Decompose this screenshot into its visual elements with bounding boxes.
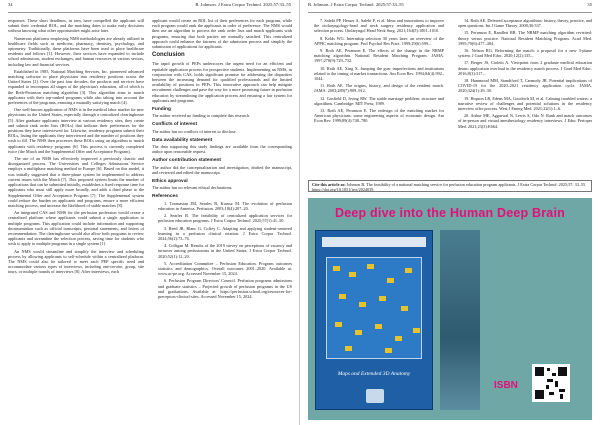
reference-item: 18. Hammoud MM, Standiford T, Carmody JB. Potential implications of COVID-19 for the 2020–2021 residency application cycle. JAMA. 2020;324(1):29–30.	[458, 78, 592, 94]
data-availability-heading: Data availability statement	[152, 137, 213, 143]
map-cell	[339, 294, 346, 299]
reference-item: 5. Accreditation Committee – Perfusion Education. Program outcomes statistics and demographics. Overall outcomes 2001–2020. Available at: www.ac-pe.org. Accessed November 15, 2024.	[158, 260, 292, 277]
reference-item: 14. Roth AE. Deferred acceptance algorithms: history, theory, practice, and open questions. Int J Game Theory. 2008;36:537.	[458, 18, 592, 29]
data-availability-text: The data supporting this study findings are available from the corresponding author upon reasonable request.	[152, 144, 292, 155]
book-caption: Maps and Extended 3D Anatomy	[337, 371, 411, 377]
paragraph: responses. These short deadlines, in turn, have compelled the applicant will submit their credential ROL, and the matching dates to make early decisions without knowing what other opportunities might arise later.	[8, 18, 144, 34]
book-spine-image	[440, 230, 480, 410]
page-number: 35	[587, 2, 592, 7]
map-cell	[395, 336, 402, 341]
cite-label: Cite this article as:	[312, 181, 346, 187]
reference-item: 11. Roth AE. The origins, history, and design of the resident match. JAMA. 2003;289(7):909–912.	[314, 83, 444, 94]
reference-item: 15. Peranson E, Randlett RR. The NRMP matching algorithm revisited: theory versus practice. National Resident Matching Program. Acad Med. 1995;70(6):477–484.	[458, 30, 592, 46]
reference-item: 13. Roth AE, Peranson E. The redesign of the matching market for American physicians: some engineering aspects of economic design. Am Econ Rev. 1999;89(4):748–780.	[314, 108, 444, 124]
right-column-1	[308, 18, 444, 178]
book-cover-header	[322, 237, 426, 247]
reference-item: 10. Roth AE, Xing X. Jumping the gun: imperfections and institutions related to the timing of market transactions. Am Econ Rev. 1994;84(4):992–1044.	[314, 65, 444, 82]
paragraph: One well-known application of NMS is in the medical labor market for new physicians in the United States, especially through a centralized clearinghouse [5]. After graduate applicants interview at various residency sites, they create and submit rank order lists (ROLs) that indicate their preferences for the positions they have interviewed for. Likewise, residency programs submit their ROLs, listing the applicants they interviewed and the number of positions they wish to fill. The NMS then processes these ROLs using an algorithm to match applicants with residency programs [6]. This process is currently completed twice (the Match and the Supplemental Offer and Acceptance Program).	[8, 107, 144, 154]
conflicts-heading: Conflicts of interest	[152, 122, 198, 128]
paragraph: Established in 1985, National Matching Services, Inc. pioneered advanced matching software to place physicians into residency positions across the United States [2]. Over the past four decades, the products and services have expanded to encompass all stages of the physician's education, all of which is the Roth-Peranson matching algorithm [3]. This algorithm aims to match applicants with their top-ranked programs while also taking into account the preferences of the programs, ensuring a mutually satisfying match [4].	[8, 68, 144, 106]
page-number: 34	[8, 2, 13, 7]
book-advertisement[interactable]	[308, 198, 592, 420]
map-cell	[355, 330, 362, 335]
paragraph: An NMS would streamline and simplify the interview and scheduling process by allowing applicants to self-schedule within a centralized platform. The NMS could also be tailored to meet each PEP specific need and accommodate various types of interviews, including one-on-one, group, site tours, or multiple rounds of interviews [8]. After interviews, each	[8, 248, 144, 275]
reference-item: 3. Reed JR, Blanc G, Coffey C. Adapting and applying student-centered learning in a perfusion clinical rotation. J Extra Corpor Technol. 2024;56(2):73–76.	[158, 225, 292, 241]
isbn-label: ISBN	[494, 380, 518, 391]
running-title: B. Johnson. J Extra Corpor Technol. 2025;57:33–55	[195, 2, 291, 7]
left-column-2	[152, 18, 292, 420]
conflicts-text: The author has no conflicts of interest to disclose.	[152, 128, 237, 134]
running-head-right	[308, 2, 592, 13]
left-column-1	[8, 18, 144, 420]
reference-item: 4. Colligan M. Results of the 2019 survey on perceptions of vacancy and turnover among perfusionists in the United States. J Extra Corpor Technol. 2020;52(1):12–20.	[158, 243, 292, 259]
reference-item: 9. Roth AE, Peranson E. The effects of the change in the NRMP matching algorithm. National Resident Matching Program. JAMA. 1997;278(9):729–732.	[314, 48, 444, 64]
right-page	[300, 0, 600, 425]
references-heading: References	[152, 194, 178, 200]
author-contribution-heading: Author contribution statement	[152, 158, 222, 164]
reference-item: 17. Berger JS, Cioletti A. Viewpoint from 2 graduate medical education deans: application overload in the residency match process. J Grad Med Educ. 2016;8(3):317–.	[458, 60, 592, 76]
map-cell	[379, 296, 386, 301]
qr-code-icon[interactable]	[532, 364, 570, 402]
funding-text: The author received no funding to complete this research.	[152, 113, 251, 119]
author-contribution-text: The author did the conceptualization and investigation, drafted the manuscript, and reviewed and edited the manuscript.	[152, 164, 292, 175]
citation-box	[308, 180, 592, 192]
map-cell	[349, 272, 356, 277]
ethics-text: The author has no relevant ethical declarations.	[152, 185, 233, 191]
paragraph: The use of an NMS has effectively improved a previously chaotic and disorganized process. The Universities and Colleges Admissions Service employs a multiphase matching method in Europe [6]. Based on this model, it was initially suggested that a three-phase system be implemented to address current issues with the Match [7]. This proposed system limits the number of applications that can be submitted initially, establishes a fixed response time for applicants who must still apply more broadly, and adds a third phase to the Supplemental Offer and Acceptance Program [7]. The Supplemental system could reduce the burden on applicants and programs, ensure a more efficient matching process, and increase the likelihood of stable matches [8].	[8, 156, 144, 208]
cite-text[interactable]: Johnson B. The feasibility of a national matching service for perfusion education program applicants. J Extra Corpor Technol. 2025;57: 33–55. https://doi.org/10.1051/ject/2024039.	[312, 181, 587, 192]
funding-heading: Funding	[152, 107, 171, 113]
map-cell	[333, 266, 340, 271]
brain-map-image	[326, 257, 422, 359]
map-cell	[413, 328, 420, 333]
paragraph: An integrated CAS and NMS for the perfusion profession would create a centralized platform where applicants could submit a single application to multiple programs. This application could include information and supporting documentation such as official transcripts, personal statements, and letters of recommendation. The clearinghouse would also allow both programs to review applicants and streamline the selection process, saving time for students who wish to apply to multiple programs in a single system [1].	[8, 210, 144, 247]
right-column-2	[452, 18, 592, 178]
book-cover-image	[315, 230, 433, 410]
map-cell	[335, 322, 342, 327]
conclusion-heading: Conclusion	[152, 52, 185, 59]
reference-item: 6. Perfusion Program Directors' Council. Perfusion programs admissions and graduate statistics – Projected growth of perfusion programs in the US and graduations. Available at: https://perfusion.school.org/resources-for-preceptors-clinical-sites. Accessed November 15, 2024.	[158, 278, 292, 299]
reference-item: 2. Searles B. The feasibility of centralized application services for perfusion education programs. J Extra Corpor Technol. 2025;57(1):41–50.	[158, 213, 292, 224]
map-cell	[405, 268, 412, 273]
map-cell	[359, 302, 366, 307]
reference-item: 20. Arthur ME, Aggarwal N, Lewis S, Odo N. Rank and match outcomes of in-person and virtual anesthesiology residency interviews. J Educ Perioper Med. 2021;23(3):E664.	[458, 113, 592, 129]
conclusion-text: The rapid growth of PEPs underscores the urgent need for an efficient and equitable application process for prospective students. Implementing an NMS, in conjunction with CAS, holds significant promise for addressing the disparities between the increasing demand for qualified professionals and the limited availability of positions in PEPs. This innovative approach can help mitigate recruitment challenges and pave the way for a more promising future in perfusion education by streamlining the application process and ensuring a fair system for applicants and programs.	[152, 61, 292, 103]
ad-title: Deep dive into the Human Deep Brain	[335, 206, 565, 220]
map-cell	[385, 348, 392, 353]
map-cell	[345, 346, 352, 351]
running-title: B. Johnson. J Extra Corpor Technol. 2025;57:33–55	[308, 2, 404, 7]
reference-item: 8. Kelds WG. Internship selection 30 years later: an overview of the APPIC matching program. Prof Psychol Res Pract. 1999;29(6):599–.	[314, 35, 444, 46]
publisher-logo	[366, 389, 384, 403]
reference-item: 1. Toomasian JM, Searles B, Kurusz M. The evolution of perfusion education in America. Perfusion. 2003;18(4):207–20.	[158, 200, 292, 211]
map-cell	[375, 324, 382, 329]
reference-item: 12. Gusfield D, Irving RW. The stable marriage problem: structure and algorithms. Cambridge: MIT Press; 1989.	[314, 95, 444, 106]
map-cell	[367, 264, 374, 269]
reference-item: 16. Nelson RG. Reforming the match: a proposal for a new 3-phase system. J Grad Med Educ. 2020;12(2):135–.	[458, 48, 592, 59]
reference-item: 7. Salebi PP, Hesser A, Salebi P, et al. Ideas and innovations to improve the otolaryngology-head and neck surgery residency application and selection process. Otolaryngol Head Neck Surg. 2021;164(5):1001–1010.	[314, 18, 444, 34]
paragraph: applicant would create an ROL list of their preferences for each program, while each program would rank the applicants in order of preference. The NMS would then use an algorithm to process the rank order lists and match applicants with programs, ensuring that both parties are mutually satisfied. This centralized approach could enhance the fairness of the admission process and simplify the submission of applications for applicants.	[152, 18, 292, 50]
map-cell	[387, 278, 394, 283]
running-head-left	[8, 2, 291, 13]
map-cell	[401, 306, 408, 311]
ethics-heading: Ethics approval	[152, 179, 188, 185]
reference-item: 19. Hopson LR, Edens MA, Goodrich M, et al. Calming troubled waters: a narrative review of challenges and potential solutions in the residency interview offer process. West J Emerg Med. 2021;22(1):1–6.	[458, 95, 592, 112]
paragraph: Numerous platforms employing NMS methodologies are already utilized in healthcare fields such as medicine, pharmacy, dentistry, psychology, and optometry. Traditionally, these platforms have been used to place healthcare residents and fellows [1]. However, their services have expanded to include school admissions, student exchanges, and human resources in various sectors, including law and financial services.	[8, 35, 144, 67]
